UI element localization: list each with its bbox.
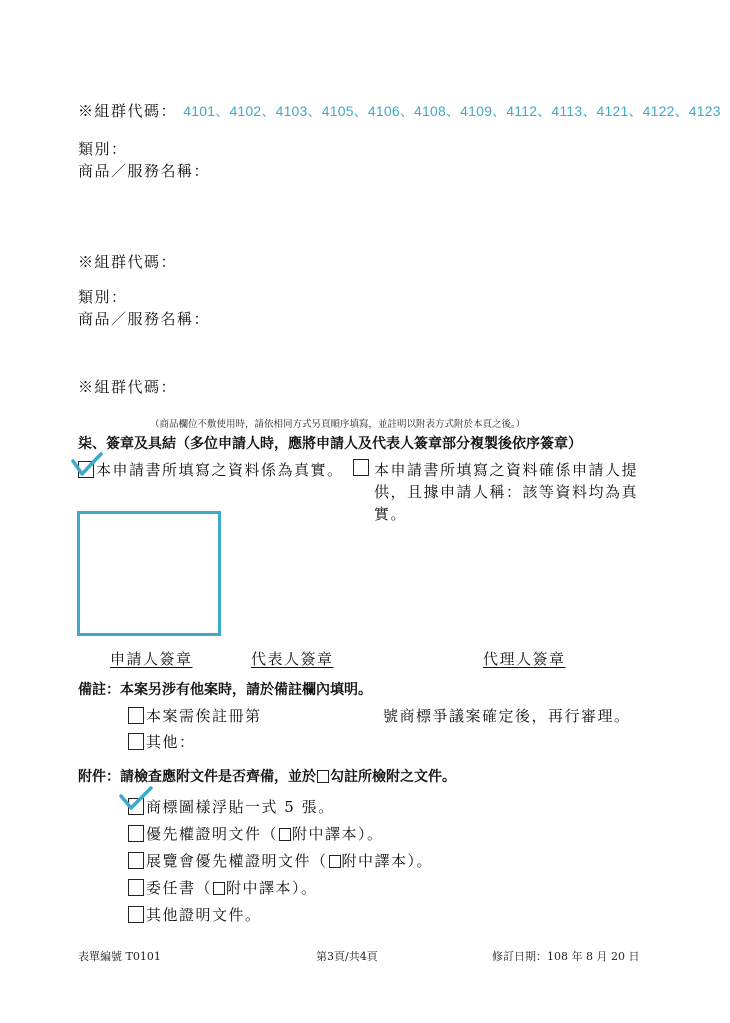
footer-form-number: 表單編號 T0101: [78, 950, 161, 963]
attachment-item-5-checkbox[interactable]: [128, 906, 144, 923]
representative-signature-label: 代表人簽章: [251, 650, 334, 668]
attachment-item-5[interactable]: [128, 904, 262, 925]
attachment-item-5-label: 其他證明文件。: [146, 906, 262, 924]
declaration2-checkbox[interactable]: [353, 459, 369, 476]
declaration2-checkbox-holder[interactable]: [353, 459, 371, 477]
attachment-item-4-label-post: ）。: [292, 879, 318, 897]
group1-code-row: [78, 100, 721, 121]
applicant-signature-label: 申請人簽章: [110, 650, 193, 668]
attachment-item-1[interactable]: [128, 796, 335, 817]
footer-page-number: 第3頁/共4頁: [316, 950, 378, 963]
attachment-item-3-checkbox[interactable]: [128, 852, 144, 869]
group2-goods-label: 商品／服務名稱：: [78, 310, 211, 328]
group1-code-label: ※組群代碼：: [78, 102, 178, 120]
attachment-item-2-checkbox[interactable]: [128, 825, 144, 842]
applicant-stamp-box[interactable]: [77, 511, 221, 636]
declaration1-row[interactable]: [78, 459, 344, 480]
attachment-item-2-label-post: ）。: [358, 825, 384, 843]
remarks-item2-label: 其他：: [146, 733, 196, 751]
remarks-item1-suffix: 號商標爭議案確定後，再行審理。: [383, 707, 631, 725]
attachment-item-4-label-pre: 委任書（: [146, 879, 213, 897]
attachment-item-4-sub: 附中譯本: [226, 879, 293, 897]
attachment-item-2-label-pre: 優先權證明文件（: [146, 825, 279, 843]
attachment-item-3-label-pre: 展覽會優先權證明文件（: [146, 852, 328, 870]
group1-codes: 4101、4102、4103、4105、4106、4108、4109、4112、4113、4121、4122、4123: [183, 103, 721, 119]
attachment-item-1-checkmark-icon: [118, 786, 154, 814]
group2-class-label: 類別：: [78, 288, 128, 306]
remarks-item1-prefix: 本案需俟註冊第: [146, 707, 262, 725]
agent-signature-label: 代理人簽章: [483, 650, 566, 668]
attachment-item-4-sub-checkbox[interactable]: [213, 882, 225, 895]
remarks-item2-checkbox[interactable]: [128, 733, 144, 750]
declaration1-checkmark-icon: [70, 452, 104, 480]
footer-revision-date: 修訂日期：108 年 8 月 20 日: [492, 950, 640, 963]
group3-code-label: ※組群代碼：: [78, 378, 178, 396]
attachments-heading-pre: 附件：請檢查應附文件是否齊備，並於: [78, 769, 316, 785]
attachment-item-3[interactable]: [128, 850, 433, 871]
group1-goods-label: 商品／服務名稱：: [78, 162, 211, 180]
section7-heading: 柒、簽章及具結（多位申請人時，應將申請人及代表人簽章部分複製後依序簽章）: [78, 436, 582, 452]
declaration2-label: 本申請書所填寫之資料確係申請人提供，且據申請人稱：該等資料均為真實。: [374, 461, 639, 523]
attachment-item-2-sub-checkbox[interactable]: [279, 828, 291, 841]
attachment-item-3-label-post: ）。: [407, 852, 434, 870]
attachment-item-3-sub: 附中譯本: [341, 852, 408, 870]
attachment-item-4-checkbox[interactable]: [128, 879, 144, 896]
group1-class-label: 類別：: [78, 140, 128, 158]
attachment-item-4[interactable]: [128, 877, 318, 898]
attachment-item-1-label: 商標圖樣浮貼一式 5 張。: [146, 798, 335, 816]
attachments-heading: [78, 766, 456, 786]
attachments-heading-box-icon: [317, 770, 329, 783]
group2-code-label: ※組群代碼：: [78, 253, 178, 271]
overflow-note: （商品欄位不敷使用時，請依相同方式另頁順序填寫，並註明以附表方式附於本頁之後。）: [150, 419, 526, 430]
attachments-heading-post: 勾註所檢附之文件。: [330, 769, 456, 785]
attachment-item-3-sub-checkbox[interactable]: [329, 855, 341, 868]
attachment-item-2-sub: 附中譯本: [292, 825, 359, 843]
remarks-item1[interactable]: [128, 705, 262, 726]
remarks-heading: 備註：本案另涉有他案時，請於備註欄內填明。: [78, 682, 372, 698]
attachment-item-2[interactable]: [128, 823, 384, 844]
declaration1-label: 本申請書所填寫之資料係為真實。: [96, 461, 344, 479]
remarks-item1-checkbox[interactable]: [128, 707, 144, 724]
remarks-item2[interactable]: [128, 731, 196, 752]
